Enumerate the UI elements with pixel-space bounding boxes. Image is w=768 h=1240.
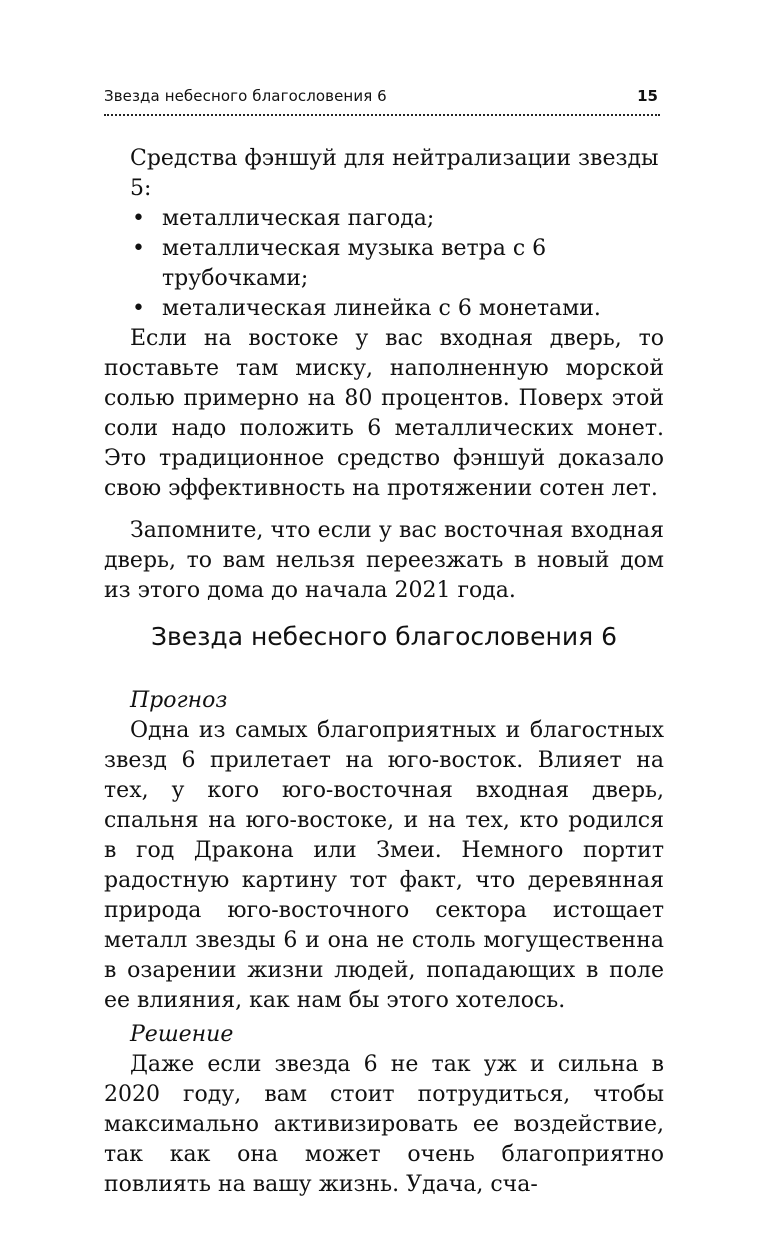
page-number: 15 bbox=[637, 87, 658, 105]
list-item: • металическая линейка с 6 монетами. bbox=[104, 294, 664, 324]
forecast-paragraph: Одна из самых благоприятных и благостных звезд 6 прилетает на юго-восток. Влияет на тех, у кого юго-восточная входная дверь, спальня на юго-востоке, и на тех, кто родился в год Дракона или Змеи. Немного портит радостную картину тот факт, что деревянная природа юго-восточного сектора истощает металл звезды 6 и она не столь могущественна в озарении жизни людей, попадающих в поле ее влияния, как нам бы этого хотелось. bbox=[104, 718, 664, 1013]
list-item: • металлическая пагода; bbox=[104, 204, 664, 234]
paragraph: Запомните, что если у вас восточная входная дверь, то вам нельзя переезжать в новый дом из этого дома до начала 2021 года. bbox=[104, 518, 664, 603]
section-title: Звезда небесного благословения 6 bbox=[150, 622, 618, 651]
remedies-list bbox=[104, 204, 664, 324]
running-title: Звезда небесного благословения 6 bbox=[104, 87, 387, 105]
remedies-lead: Средства фэншуй для нейтрализации звезды 5: bbox=[130, 146, 659, 201]
list-item: • металлическая музыка ветра с 6 трубочками; bbox=[104, 234, 664, 294]
forecast-heading: Прогноз bbox=[130, 688, 228, 713]
section-2-body bbox=[104, 686, 664, 1200]
header-dotted-rule bbox=[104, 114, 660, 116]
solution-heading: Решение bbox=[130, 1022, 234, 1047]
section-1-body bbox=[104, 138, 664, 606]
paragraph: Если на востоке у вас входная дверь, то поставьте там миску, наполненную морской солью примерно на 80 процентов. Поверх этой соли надо положить 6 металлических монет. Это традиционное средство фэншуй доказало свою эффективность на протяжении сотен лет. bbox=[104, 326, 664, 501]
solution-paragraph: Даже если звезда 6 не так уж и сильна в 2020 году, вам стоит потрудиться, чтобы максимально активизировать ее воздействие, так как она может очень благоприятно повлиять на вашу жизнь. Удача, сча- bbox=[104, 1052, 664, 1197]
running-header bbox=[104, 87, 664, 111]
